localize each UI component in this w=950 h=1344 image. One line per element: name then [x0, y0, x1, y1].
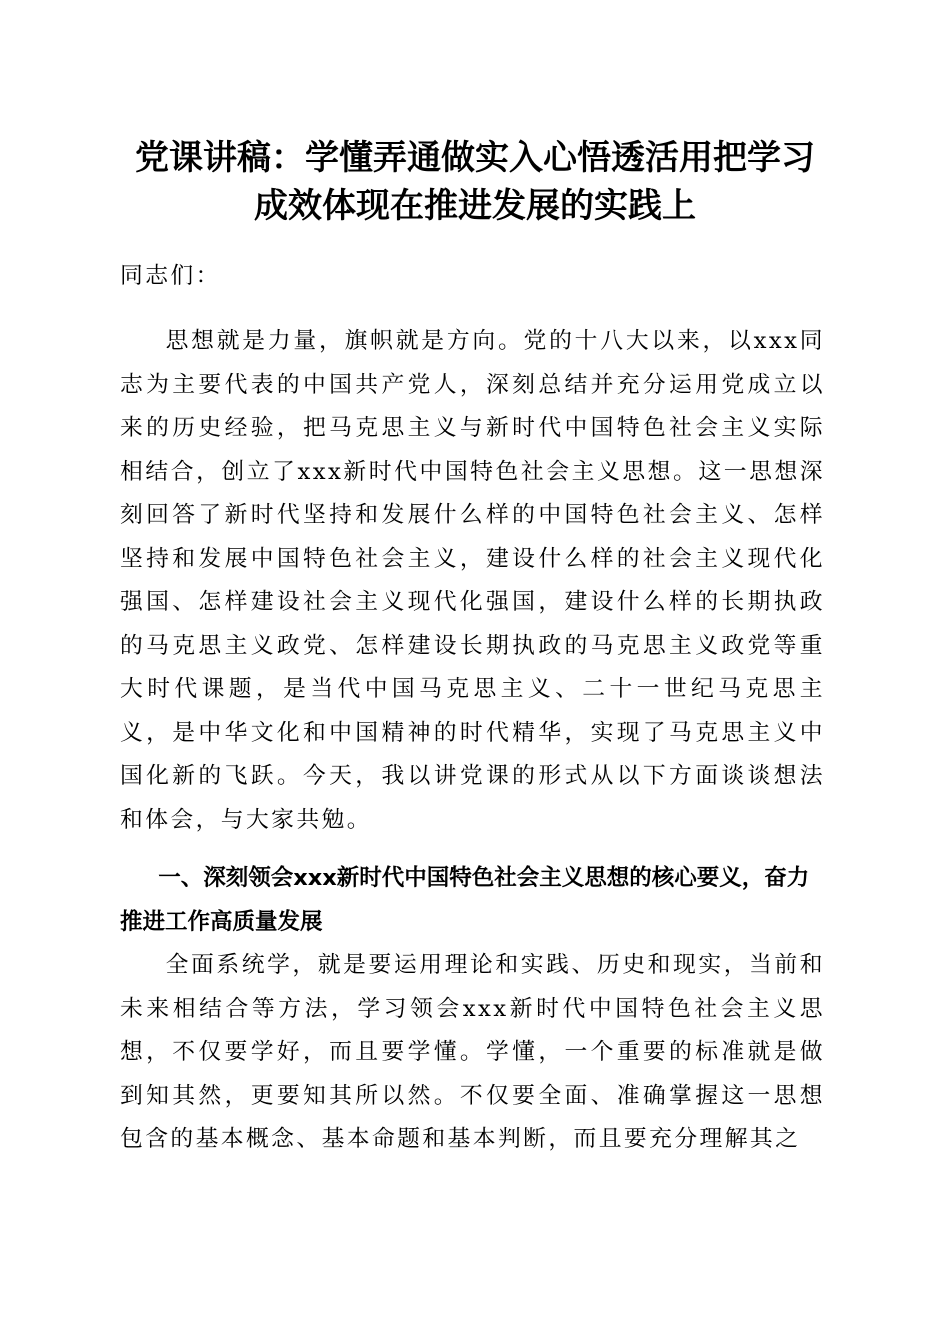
- paragraph-intro: 思想就是力量，旗帜就是方向。党的十八大以来，以xxx同志为主要代表的中国共产党人，深刻总结并充分运用党成立以来的历史经验，把马克思主义与新时代中国特色社会主义实际相结合，创立了xxx新时代中国特色社会主义思想。这一思想深刻回答了新时代坚持和发展什么样的中国特色社会主义、怎样坚持和发展中国特色社会主义，建设什么样的社会主义现代化强国、怎样建设社会主义现代化强国，建设什么样的长期执政的马克思主义政党、怎样建设长期执政的马克思主义政党等重大时代课题，是当代中国马克思主义、二十一世纪马克思主义，是中华文化和中国精神的时代精华，实现了马克思主义中国化新的飞跃。今天，我以讲党课的形式从以下方面谈谈想法和体会，与大家共勉。: [120, 328, 825, 833]
- section-heading-1: 一、深刻领会xxx新时代中国特色社会主义思想的核心要义，奋力推进工作高质量发展: [120, 865, 810, 935]
- document-title-line-2: 成效体现在推进发展的实践上: [254, 186, 696, 226]
- document-title-line-1: 党课讲稿：学懂弄通做实入心悟透活用把学习: [135, 138, 815, 178]
- paragraph-section-1: 全面系统学，就是要运用理论和实践、历史和现实，当前和未来相结合等方法，学习领会xxx新时代中国特色社会主义思想，不仅要学好，而且要学懂。学懂，一个重要的标准就是做到知其然，更要知其所以然。不仅要全面、准确掌握这一思想包含的基本概念、基本命题和基本判断，而且要充分理解其之: [120, 952, 825, 1152]
- greeting: 同志们：: [120, 263, 221, 289]
